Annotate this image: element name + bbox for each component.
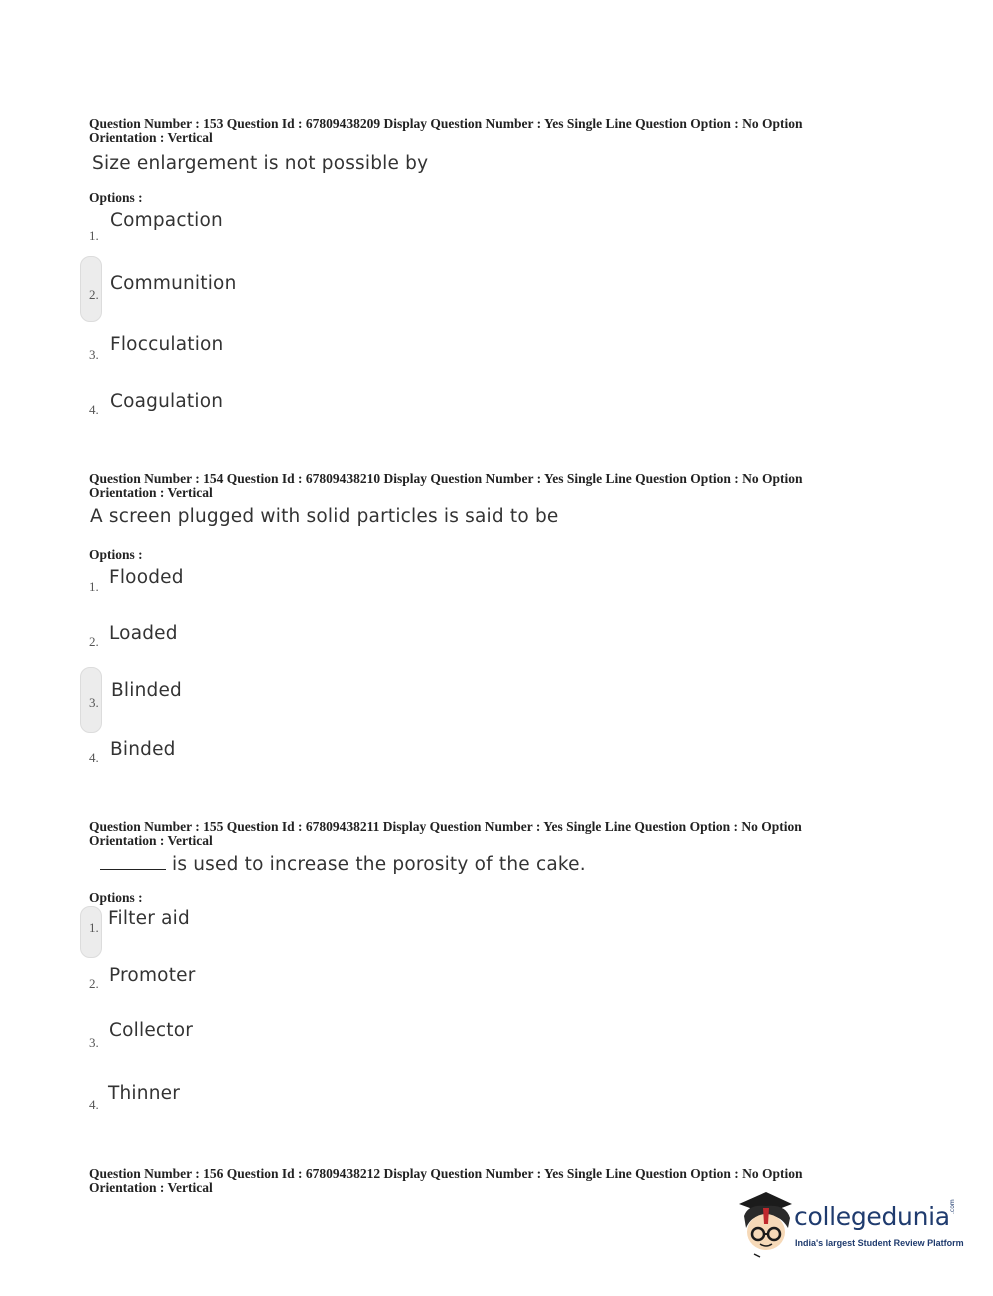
options-label: Options :	[89, 190, 143, 205]
question-meta-line: Orientation : Vertical	[89, 833, 213, 848]
question-155-meta	[89, 820, 889, 848]
option-collector[interactable]: Collector	[109, 1020, 194, 1041]
option-number: 1.	[89, 228, 99, 243]
options-label: Options :	[89, 547, 143, 562]
option-number: 3.	[89, 695, 99, 710]
option-number: 2.	[89, 634, 99, 649]
brand-tagline: India's largest Student Review Platform	[795, 1238, 964, 1248]
options-label: Options :	[89, 890, 143, 905]
option-compaction[interactable]: Compaction	[110, 210, 223, 231]
fill-in-blank	[100, 868, 166, 870]
option-filter-aid[interactable]: Filter aid	[108, 908, 190, 929]
option-number: 1.	[89, 579, 99, 594]
option-number: 4.	[89, 1097, 99, 1112]
question-156-meta	[89, 1167, 889, 1181]
option-thinner[interactable]: Thinner	[108, 1083, 181, 1104]
question-153-meta	[89, 117, 889, 145]
question-meta-line: Question Number : 156 Question Id : 67809438212 Display Question Number : Yes Single Line Question Option : No Option	[89, 1166, 803, 1181]
option-number: 4.	[89, 402, 99, 417]
question-meta-line: Question Number : 153 Question Id : 67809438209 Display Question Number : Yes Single Line Question Option : No Option	[89, 116, 803, 131]
question-153-text: Size enlargement is not possible by	[92, 153, 429, 174]
question-155-text-body: is used to increase the porosity of the cake.	[172, 854, 586, 875]
option-binded[interactable]: Binded	[110, 739, 176, 760]
option-communition[interactable]: Communition	[110, 273, 237, 294]
brand-name: collegedunia	[794, 1202, 950, 1231]
option-number: 3.	[89, 347, 99, 362]
option-flooded[interactable]: Flooded	[109, 567, 184, 588]
brand-suffix: .com	[949, 1199, 956, 1214]
question-154-meta	[89, 472, 889, 500]
question-meta-line: Orientation : Vertical	[89, 1180, 213, 1195]
question-meta-line: Orientation : Vertical	[89, 130, 213, 145]
option-flocculation[interactable]: Flocculation	[110, 334, 224, 355]
option-number: 4.	[89, 750, 99, 765]
option-coagulation[interactable]: Coagulation	[110, 391, 224, 412]
option-number: 1.	[89, 920, 99, 935]
option-number: 2.	[89, 976, 99, 991]
question-154-text: A screen plugged with solid particles is said to be	[90, 506, 559, 527]
question-meta-line: Question Number : 155 Question Id : 67809438211 Display Question Number : Yes Single Line Question Option : No Option	[89, 819, 802, 834]
option-blinded[interactable]: Blinded	[111, 680, 182, 701]
option-loaded[interactable]: Loaded	[109, 623, 178, 644]
question-meta-line: Orientation : Vertical	[89, 485, 213, 500]
option-number: 3.	[89, 1035, 99, 1050]
option-promoter[interactable]: Promoter	[109, 965, 196, 986]
question-meta-line: Question Number : 154 Question Id : 67809438210 Display Question Number : Yes Single Line Question Option : No Option	[89, 471, 803, 486]
option-number: 2.	[89, 287, 99, 302]
question-155-text	[100, 854, 586, 875]
question-156-meta-cutoff	[89, 1180, 289, 1195]
